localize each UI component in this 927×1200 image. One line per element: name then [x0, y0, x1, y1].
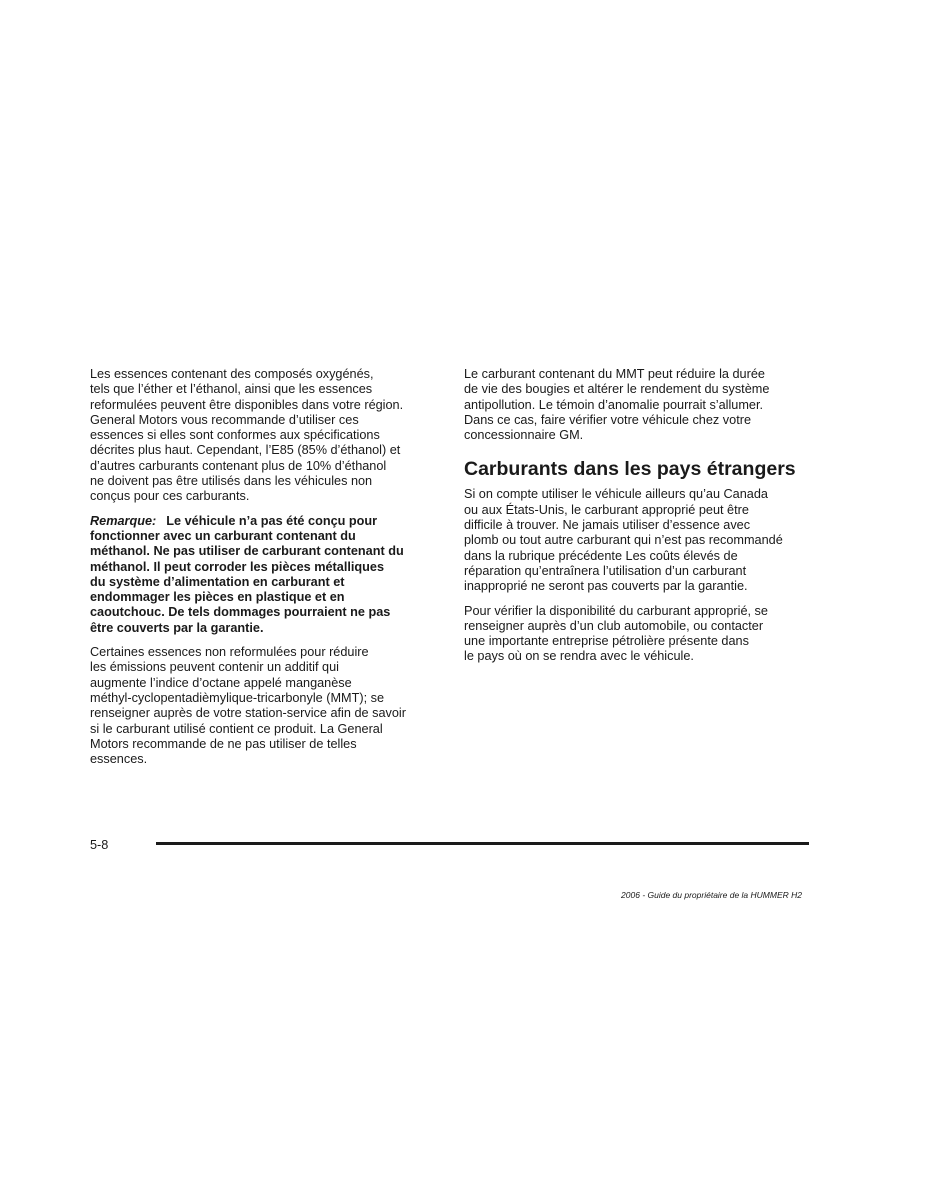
paragraph-oxygenated-fuels [90, 367, 440, 505]
text-line: si le carburant utilisé contient ce produit. La General [90, 721, 383, 736]
text-line: Certaines essences non reformulées pour réduire [90, 645, 369, 660]
text-line: réparation qu’entraînera l’utilisation d’un carburant [464, 563, 747, 578]
left-column [90, 367, 440, 776]
text-line: essences. [90, 752, 148, 767]
text-line: caoutchouc. De tels dommages pourraient ne pas [90, 605, 391, 620]
text-line: ou aux États-Unis, le carburant approprié peut être [464, 502, 749, 517]
text-line: plomb ou tout autre carburant qui n’est pas recommandé [464, 533, 783, 548]
text-line: Pour vérifier la disponibilité du carburant approprié, se [464, 603, 768, 618]
text-line: concessionnaire GM. [464, 428, 584, 443]
text-line: renseigner auprès de votre station-service afin de savoir [90, 706, 406, 721]
text-line: reformulées peuvent être disponibles dans votre région. [90, 397, 404, 412]
right-column [464, 367, 814, 674]
text-line: d’autres carburants contenant plus de 10% d’éthanol [90, 458, 387, 473]
text-line: conçus pour ces carburants. [90, 489, 250, 504]
text-line: Si on compte utiliser le véhicule ailleurs qu’au Canada [464, 487, 768, 502]
text-line: fonctionner avec un carburant contenant du [90, 528, 356, 543]
text-line: General Motors vous recommande d’utiliser ces [90, 412, 359, 427]
text-line: antipollution. Le témoin d’anomalie pourrait s’allumer. [464, 397, 764, 412]
text-line: être couverts par la garantie. [90, 620, 264, 635]
text-line: endommager les pièces en plastique et en [90, 590, 345, 605]
text-line: Le carburant contenant du MMT peut réduire la durée [464, 367, 765, 381]
text-line: dans la rubrique précédente Les coûts élevés de [464, 548, 738, 563]
text-line: difficile à trouver. Ne jamais utiliser d’essence avec [464, 518, 751, 533]
text-line: ne doivent pas être utilisés dans les véhicules non [90, 474, 373, 489]
text-line: renseigner auprès d’un club automobile, ou contacter [464, 618, 764, 633]
text-line: une importante entreprise pétrolière présente dans [464, 634, 749, 649]
remark-text: Le véhicule n’a pas été conçu pour [166, 513, 378, 528]
text-line: tels que l’éther et l’éthanol, ainsi que les essences [90, 382, 373, 397]
text-line: décrites plus haut. Cependant, l’E85 (85% d’éthanol) et [90, 443, 401, 458]
text-line: inapproprié ne seront pas couverts par la garantie. [464, 579, 748, 594]
text-line: du système d’alimentation en carburant et [90, 574, 345, 589]
section-heading: Carburants dans les pays étrangers [464, 458, 796, 481]
paragraph-mmt-additive [90, 645, 440, 767]
remark-first-line [90, 514, 440, 529]
footer-rule [156, 842, 809, 845]
text-line: essences si elles sont conformes aux spécifications [90, 428, 380, 443]
text-line: méthanol. Il peut corroder les pièces métalliques [90, 559, 385, 574]
paragraph-fuel-availability [464, 604, 814, 665]
text-line: méthyl-cyclopentadièmylique-tricarbonyle (MMT); se [90, 690, 385, 705]
paragraph-foreign-fuel [464, 487, 814, 594]
remark-label: Remarque: [90, 513, 157, 528]
text-line: Dans ce cas, faire vérifier votre véhicule chez votre [464, 412, 751, 427]
footer-text: 2006 - Guide du propriétaire de la HUMMER H2 [621, 890, 802, 900]
page-number: 5-8 [90, 838, 109, 852]
text-line: augmente l’indice d’octane appelé manganèse [90, 675, 352, 690]
text-line: de vie des bougies et altérer le rendement du système [464, 382, 770, 397]
remark-notice [90, 514, 440, 636]
text-line: Motors recommande de ne pas utiliser de telles [90, 736, 357, 751]
text-line: les émissions peuvent contenir un additif qui [90, 660, 339, 675]
text-line: Les essences contenant des composés oxygénés, [90, 367, 374, 381]
text-line: méthanol. Ne pas utiliser de carburant contenant du [90, 544, 404, 559]
text-line: le pays où on se rendra avec le véhicule. [464, 649, 694, 664]
paragraph-mmt-effects [464, 367, 814, 443]
